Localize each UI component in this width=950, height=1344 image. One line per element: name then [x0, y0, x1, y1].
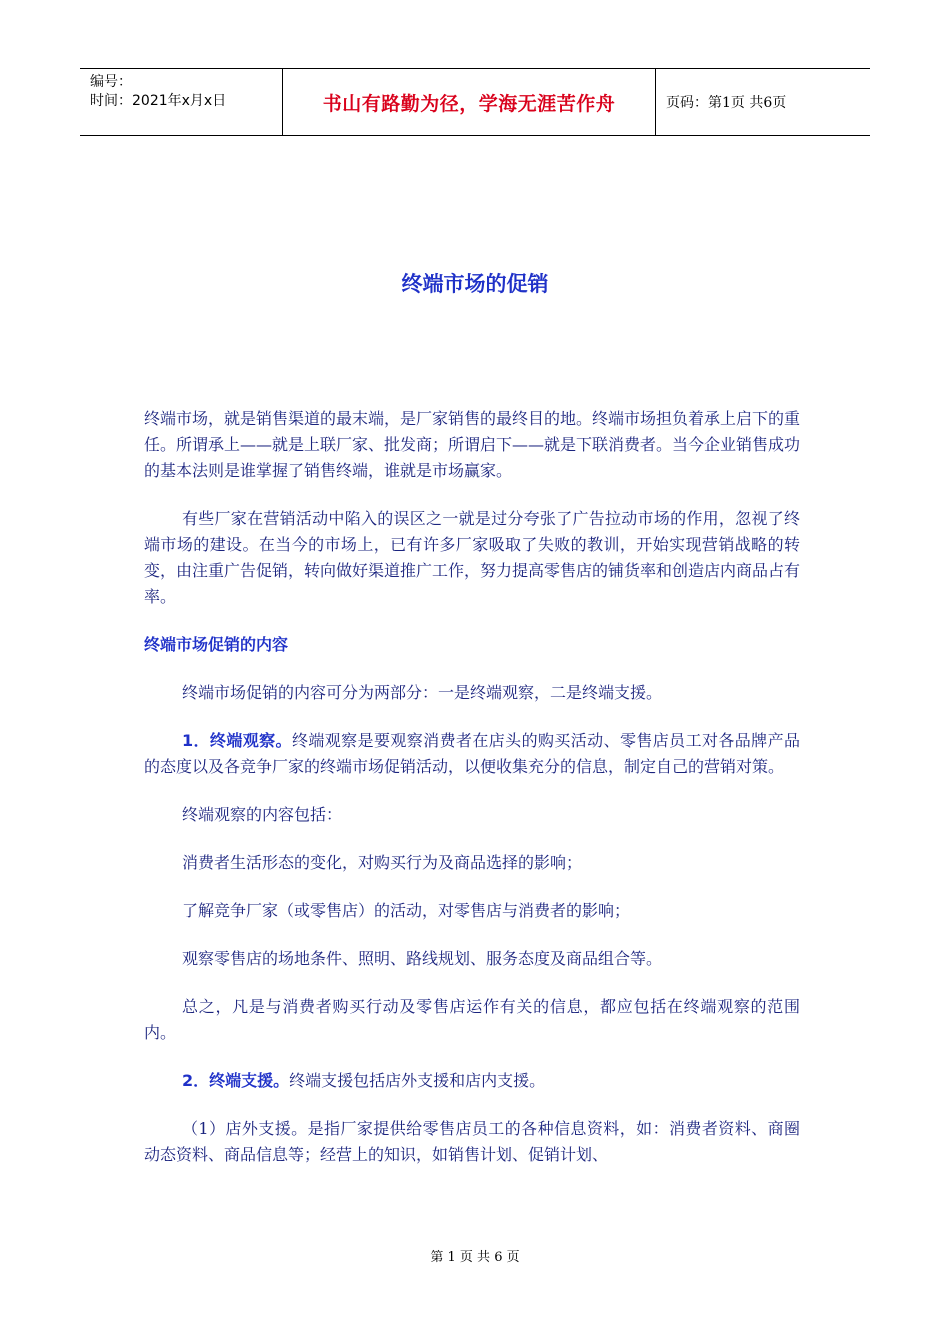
header-left-cell: [80, 69, 282, 135]
paragraph-misconception: 有些厂家在营销活动中陷入的误区之一就是过分夸张了广告拉动市场的作用，忽视了终端市场的建设。在当今的市场上，已有许多厂家吸取了失败的教训，开始实现营销战略的转变，由注重广告促销，转向做好渠道推广工作，努力提高零售店的铺货率和创造店内商品占有率。: [144, 509, 801, 606]
document-title: 终端市场的促销: [401, 272, 549, 296]
list-item-store-conditions: 观察零售店的场地条件、照明、路线规划、服务态度及商品组合等。: [182, 949, 663, 968]
paragraph-observation-contents: 终端观察的内容包括：: [182, 805, 343, 824]
paragraph-outside-support: （1）店外支援。是指厂家提供给零售店员工的各种信息资料，如：消费者资料、商圈动态资料、商品信息等；经营上的知识，如销售计划、促销计划、: [144, 1119, 800, 1164]
paragraph-content-parts: 终端市场促销的内容可分为两部分：一是终端观察，二是终端支援。: [182, 683, 663, 702]
page-footer: 第 1 页 共 6 页: [430, 1250, 520, 1265]
document-body: [144, 406, 800, 1168]
list-item-competitor-activity: 了解竞争厂家（或零售店）的活动，对零售店与消费者的影响；: [182, 901, 631, 920]
paragraph-terminal-support: [144, 1068, 800, 1094]
paragraph-intro: 终端市场，就是销售渠道的最末端，是厂家销售的最终目的地。终端市场担负着承上启下的重任。所谓承上——就是上联厂家、批发商；所谓启下——就是下联消费者。当今企业销售成功的基本法则是谁掌握了销售终端，谁就是市场赢家。: [144, 409, 801, 480]
page-info: 页码：第1页 共6页: [666, 95, 787, 111]
number-label: 编号：: [90, 74, 132, 90]
header-motto-cell: [282, 69, 656, 135]
header-page-info-cell: [656, 69, 870, 135]
list-item-consumer-lifestyle: 消费者生活形态的变化，对购买行为及商品选择的影响；: [182, 853, 583, 872]
terminal-support-body: 终端支援包括店外支援和店内支援。: [289, 1071, 546, 1090]
terminal-observation-body: 终端观察是要观察消费者在店头的购买活动、零售店员工对各品牌产品的态度以及各竞争厂家的终端市场促销活动，以便收集充分的信息，制定自己的营销对策。: [144, 731, 800, 776]
section-heading: 终端市场促销的内容: [144, 635, 289, 654]
paragraph-summary: 总之，凡是与消费者购买行动及零售店运作有关的信息，都应包括在终端观察的范围内。: [144, 997, 800, 1042]
terminal-observation-lead: 1．终端观察。: [182, 731, 292, 750]
time-label: 时间：2021年x月x日: [90, 93, 227, 109]
motto-text: 书山有路勤为径，学海无涯苦作舟: [322, 92, 616, 115]
header-table: [80, 68, 870, 136]
terminal-support-lead: 2．终端支援。: [182, 1071, 290, 1090]
paragraph-terminal-observation: [144, 728, 800, 780]
